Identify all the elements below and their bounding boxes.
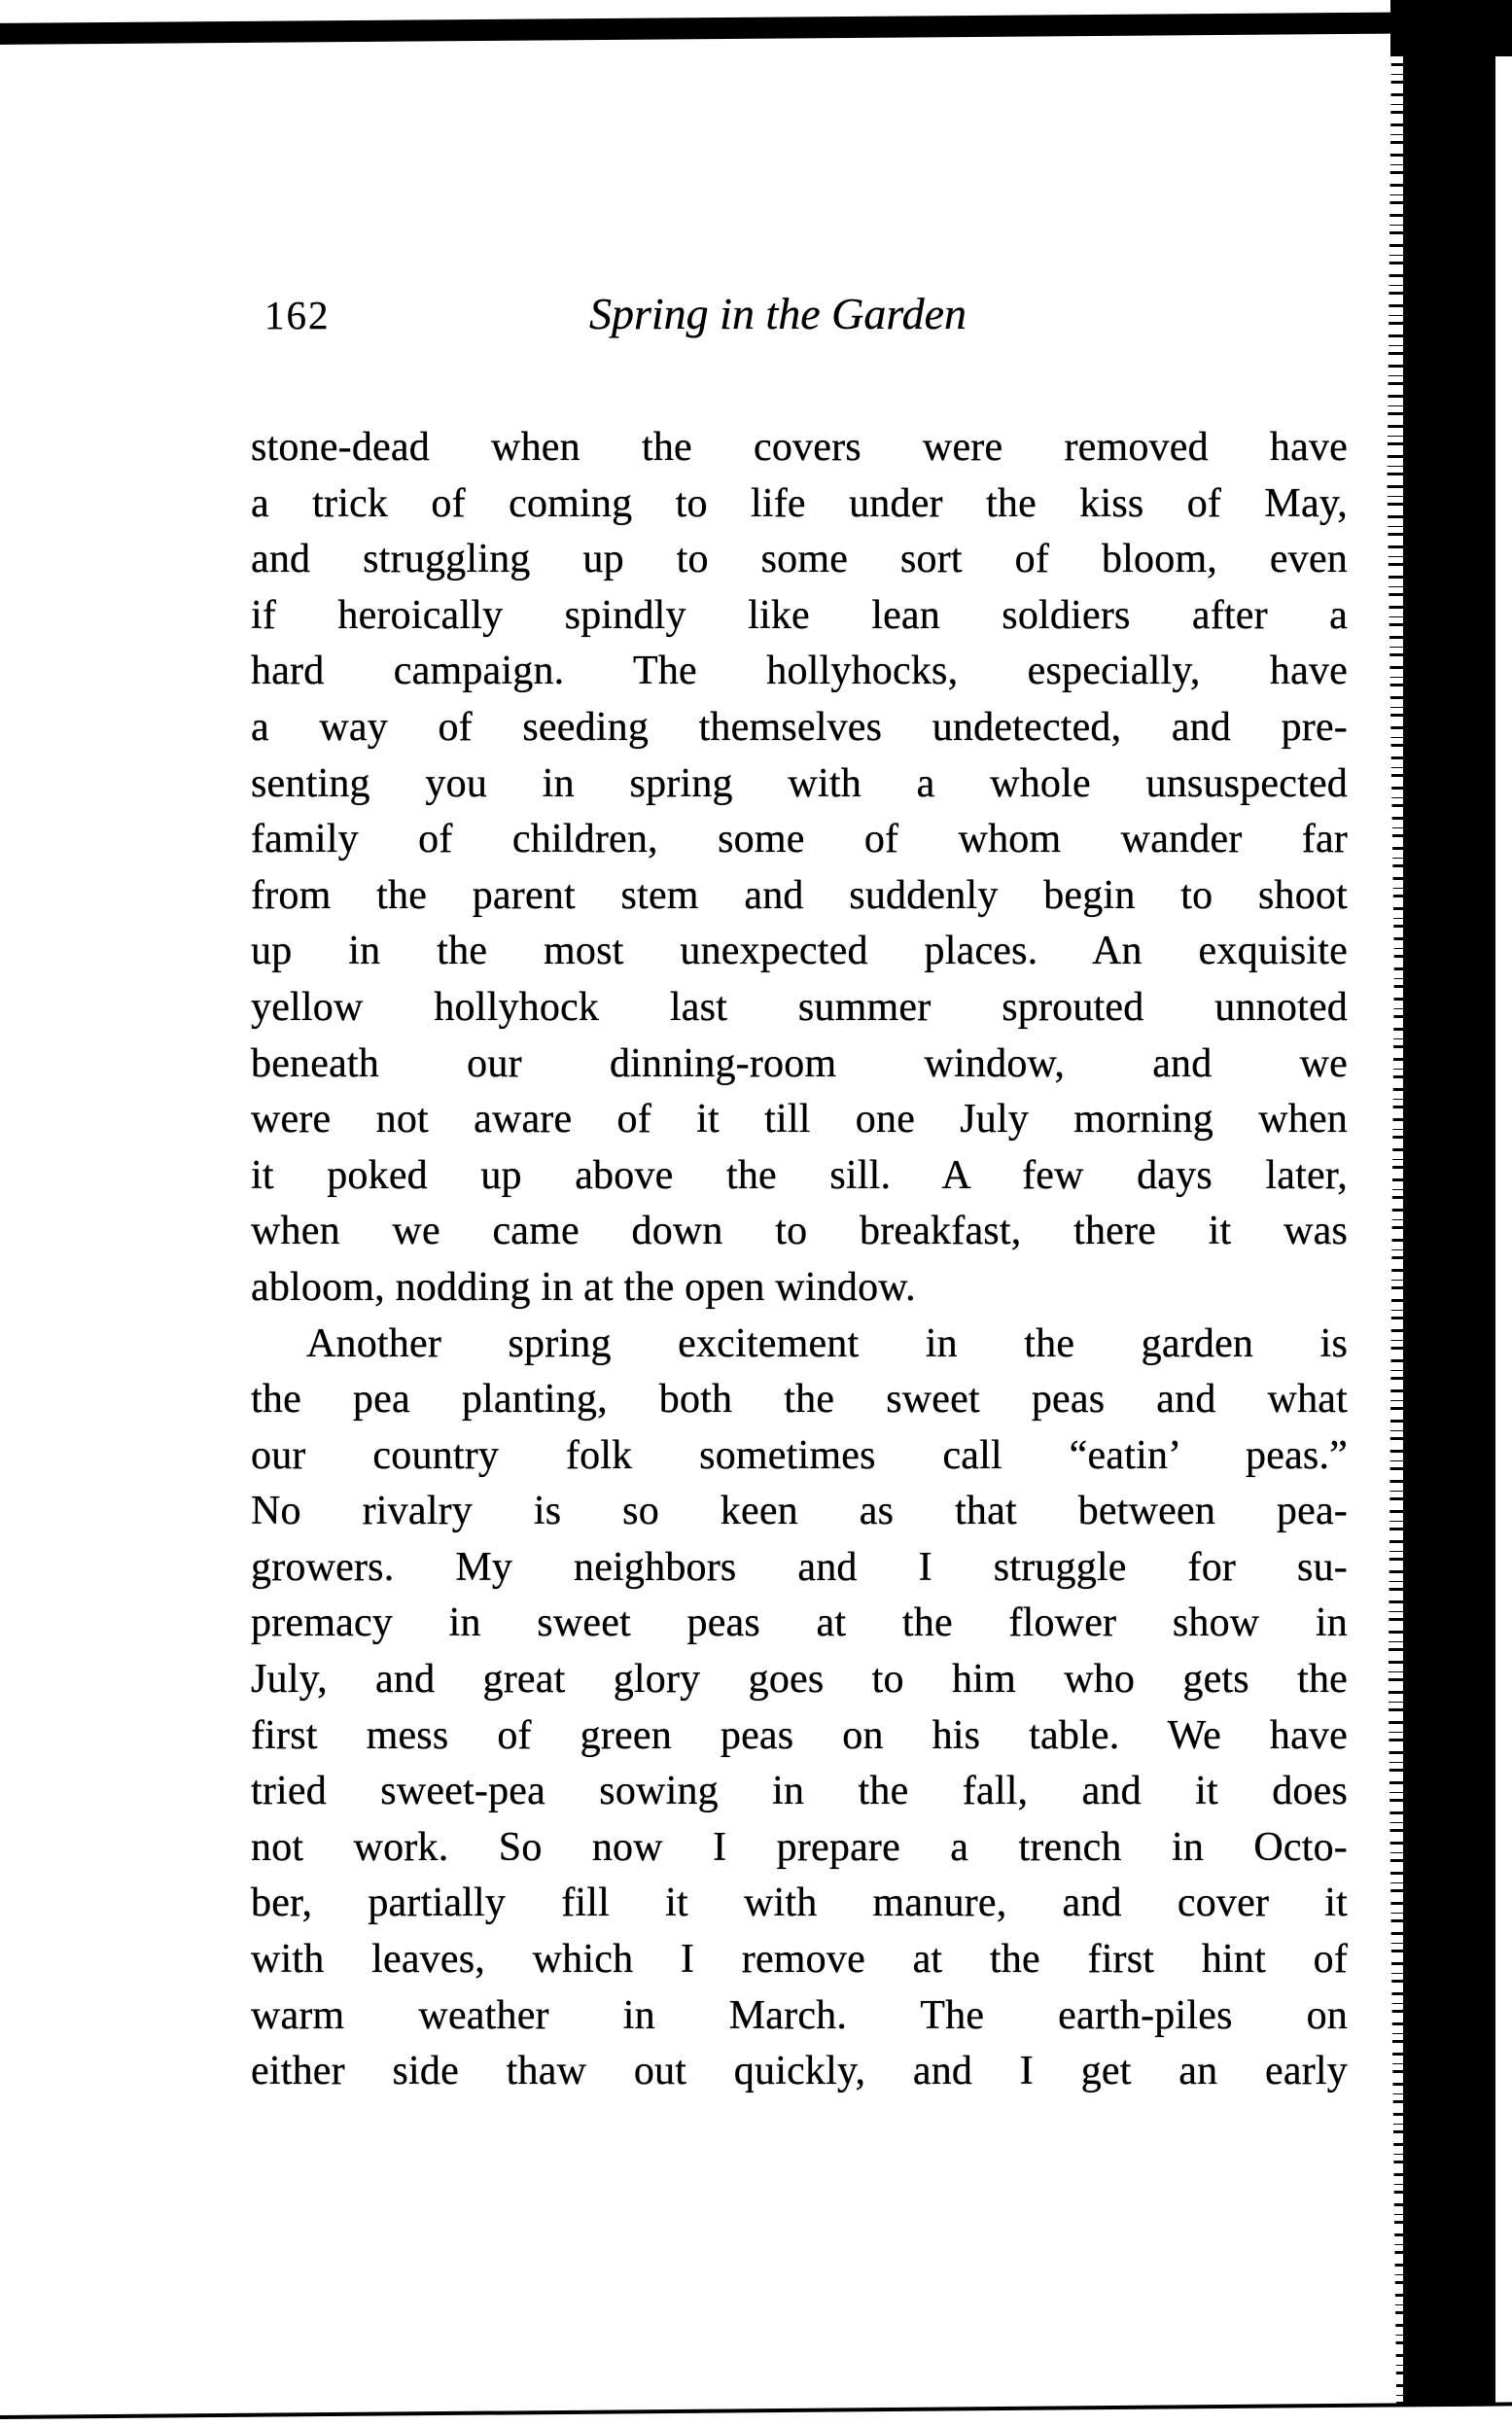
page-number: 162 <box>264 293 331 337</box>
text-line: with leaves, which I remove at the first hint of <box>251 1937 1348 1983</box>
text-line: the pea planting, both the sweet peas and what <box>251 1377 1348 1423</box>
text-line: ber, partially fill it with manure, and cover it <box>251 1881 1348 1926</box>
text-line: hard campaign. The hollyhocks, especially, have <box>251 649 1348 694</box>
text-line: either side thaw out quickly, and I get an early <box>251 2049 1348 2094</box>
text-line: not work. So now I prepare a trench in Octo- <box>251 1824 1348 1870</box>
text-line: No rivalry is so keen as that between pea- <box>251 1489 1348 1534</box>
page-text <box>251 420 1348 2100</box>
text-line: up in the most unexpected places. An exquisite <box>251 929 1348 974</box>
text-line: from the parent stem and suddenly begin to shoot <box>251 872 1348 918</box>
text-line: abloom, nodding in at the open window. <box>251 1264 916 1310</box>
text-line: if heroically spindly like lean soldiers after a <box>251 592 1348 638</box>
page-title: Spring in the Garden <box>589 289 967 338</box>
text-line: first mess of green peas on his table. We have <box>251 1712 1348 1758</box>
text-line: it poked up above the sill. A few days later, <box>251 1152 1348 1198</box>
text-line: our country folk sometimes call “eatin’ peas.” <box>251 1432 1348 1478</box>
text-line: warm weather in March. The earth-piles on <box>251 1992 1348 2038</box>
text-line: premacy in sweet peas at the flower show in <box>251 1600 1348 1646</box>
text-line: stone-dead when the covers were removed have <box>251 425 1348 470</box>
binding-shadow <box>1403 0 1495 2405</box>
text-line: family of children, some of whom wander far <box>251 817 1348 862</box>
text-line: a way of seeding themselves undetected, and pre- <box>251 704 1348 750</box>
text-line: beneath our dinning-room window, and we <box>251 1040 1348 1086</box>
text-line: were not aware of it till one July morning when <box>251 1097 1348 1143</box>
binding-speckle <box>1384 0 1407 2405</box>
text-line: Another spring excitement in the garden is <box>306 1320 1348 1366</box>
text-line: a trick of coming to life under the kiss of May, <box>251 480 1348 526</box>
bottom-scan-line <box>0 2402 1512 2419</box>
text-line: July, and great glory goes to him who gets the <box>251 1657 1348 1703</box>
text-line: senting you in spring with a whole unsuspected <box>251 760 1348 806</box>
top-scan-bar <box>0 12 1427 45</box>
text-line: yellow hollyhock last summer sprouted unnoted <box>251 984 1348 1030</box>
text-line: and struggling up to some sort of bloom, even <box>251 537 1348 582</box>
text-line: tried sweet-pea sowing in the fall, and it does <box>251 1769 1348 1814</box>
text-line: growers. My neighbors and I struggle for su- <box>251 1544 1348 1590</box>
running-head <box>251 289 1348 346</box>
text-line: when we came down to breakfast, there it was <box>251 1209 1348 1254</box>
